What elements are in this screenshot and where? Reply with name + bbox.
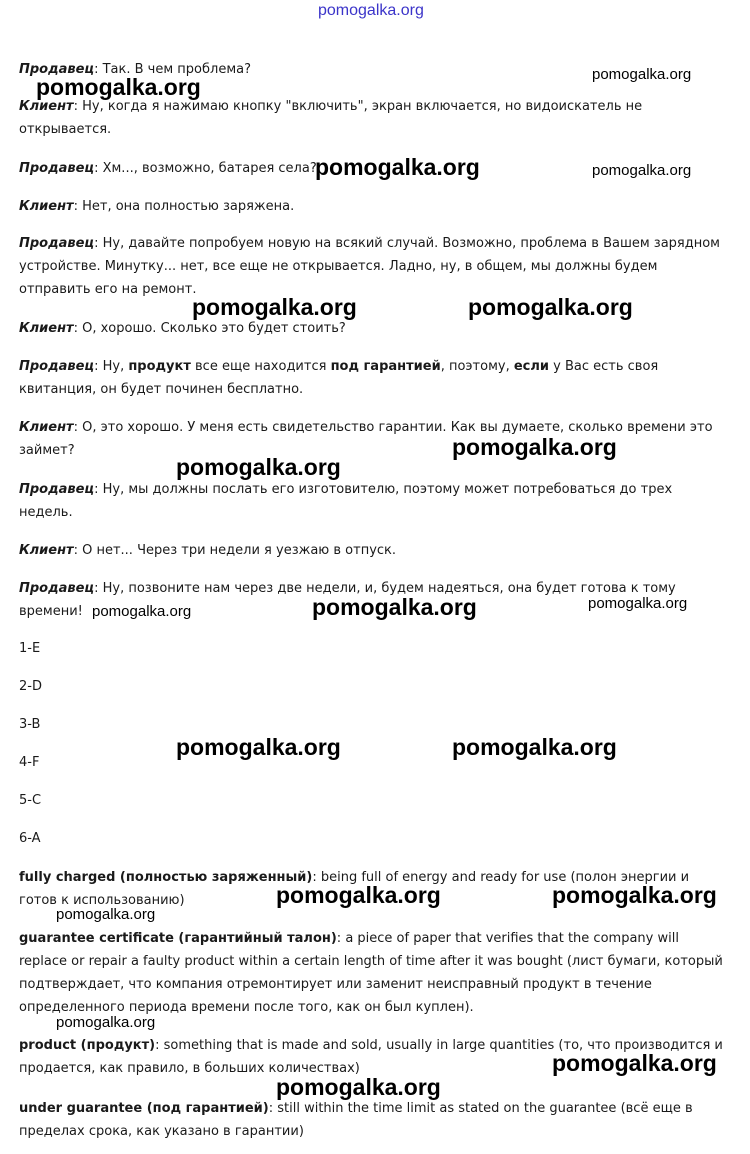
watermark: pomogalka.org (468, 294, 633, 320)
glossary-entry: fully charged (полностью заряженный): being full of energy and ready for use (полон энергии и готов к использованию) (19, 870, 690, 908)
glossary-term: product (продукт) (19, 1038, 156, 1053)
glossary-term: under guarantee (под гарантией) (19, 1101, 269, 1116)
dialogue-line: Клиент: Ну, когда я нажимаю кнопку "включить", экран включается, но видоискатель не открывается. (19, 99, 643, 137)
watermark: pomogalka.org (192, 294, 357, 320)
term-if: если (513, 359, 550, 374)
answer-item: 1-E (19, 641, 41, 656)
dialogue-line: Клиент: О нет... Через три недели я уезжаю в отпуск. (19, 543, 397, 558)
glossary-entry: product (продукт): something that is made and sold, usually in large quantities (то, что производится и продается, как правило, в больших количествах) (19, 1038, 723, 1076)
dialogue-line: Клиент: Нет, она полностью заряжена. (19, 199, 295, 214)
term-product: продукт (128, 359, 191, 374)
dialogue-line: Клиент: О, это хорошо. У меня есть свидетельство гарантии. Как вы думаете, сколько времени это займет? (19, 420, 713, 458)
watermark: pomogalka.org (36, 74, 201, 100)
watermark: pomogalka.org (592, 162, 692, 179)
watermark: pomogalka.org (588, 595, 688, 612)
watermark: pomogalka.org (312, 594, 477, 620)
answer-item: 5-C (19, 793, 42, 808)
dialogue-line: Продавец: Ну, давайте попробуем новую на всякий случай. Возможно, проблема в Вашем зарядном устройстве. Минутку... нет, все еще не открывается. Ладно, ну, в общем, мы должны будем отправить его на ремонт. (19, 236, 720, 297)
dialogue-line: Клиент: О, хорошо. Сколько это будет стоить? (19, 321, 346, 336)
term-under-guarantee: под гарантией (330, 359, 441, 374)
answer-item: 3-B (19, 717, 41, 732)
watermark: pomogalka.org (56, 1014, 156, 1031)
watermark: pomogalka.org (92, 603, 192, 620)
watermark: pomogalka.org (276, 882, 441, 908)
glossary-term: guarantee certificate (гарантийный талон) (19, 931, 337, 946)
dialogue-line: Продавец: Ну, позвоните нам через две недели, и, будем надеяться, она будет готова к тому времени! (19, 581, 676, 619)
watermark: pomogalka.org (552, 1050, 717, 1076)
watermark: pomogalka.org (452, 434, 617, 460)
answer-item: 6-A (19, 831, 41, 846)
watermark: pomogalka.org (56, 906, 156, 923)
watermark: pomogalka.org (276, 1074, 441, 1100)
dialogue-line: Продавец: Ну, мы должны послать его изготовителю, поэтому может потребоваться до трех недель. (19, 482, 673, 520)
answer-item: 4-F (19, 755, 40, 770)
glossary-term: fully charged (полностью заряженный) (19, 870, 313, 885)
site-header[interactable]: pomogalka.org (318, 2, 424, 19)
glossary-entry: under guarantee (под гарантией): still within the time limit as stated on the guarantee (всё еще в пределах срока, как указано в гарантии) (19, 1101, 693, 1139)
dialogue-line: Продавец: Ну, продукт все еще находится под гарантией, поэтому, если у Вас есть своя квитанция, он будет починен бесплатно. (19, 359, 659, 397)
dialogue-line: Продавец: Хм..., возможно, батарея села? (19, 161, 317, 176)
dialogue-line: Продавец: Так. В чем проблема? (19, 62, 251, 77)
watermark: pomogalka.org (452, 734, 617, 760)
watermark: pomogalka.org (552, 882, 717, 908)
watermark: pomogalka.org (592, 66, 692, 83)
watermark: pomogalka.org (176, 454, 341, 480)
answer-item: 2-D (19, 679, 42, 694)
watermark: pomogalka.org (315, 154, 480, 180)
glossary-entry: guarantee certificate (гарантийный талон): a piece of paper that verifies that the company will replace or repair a faulty product within a certain length of time after it was bought (лист бумаги, который подтверждает, что компания отремонтирует или заменит неисправный продукт в течение определенного периода времени после того, как он был куплен). (19, 931, 723, 1015)
watermark: pomogalka.org (176, 734, 341, 760)
